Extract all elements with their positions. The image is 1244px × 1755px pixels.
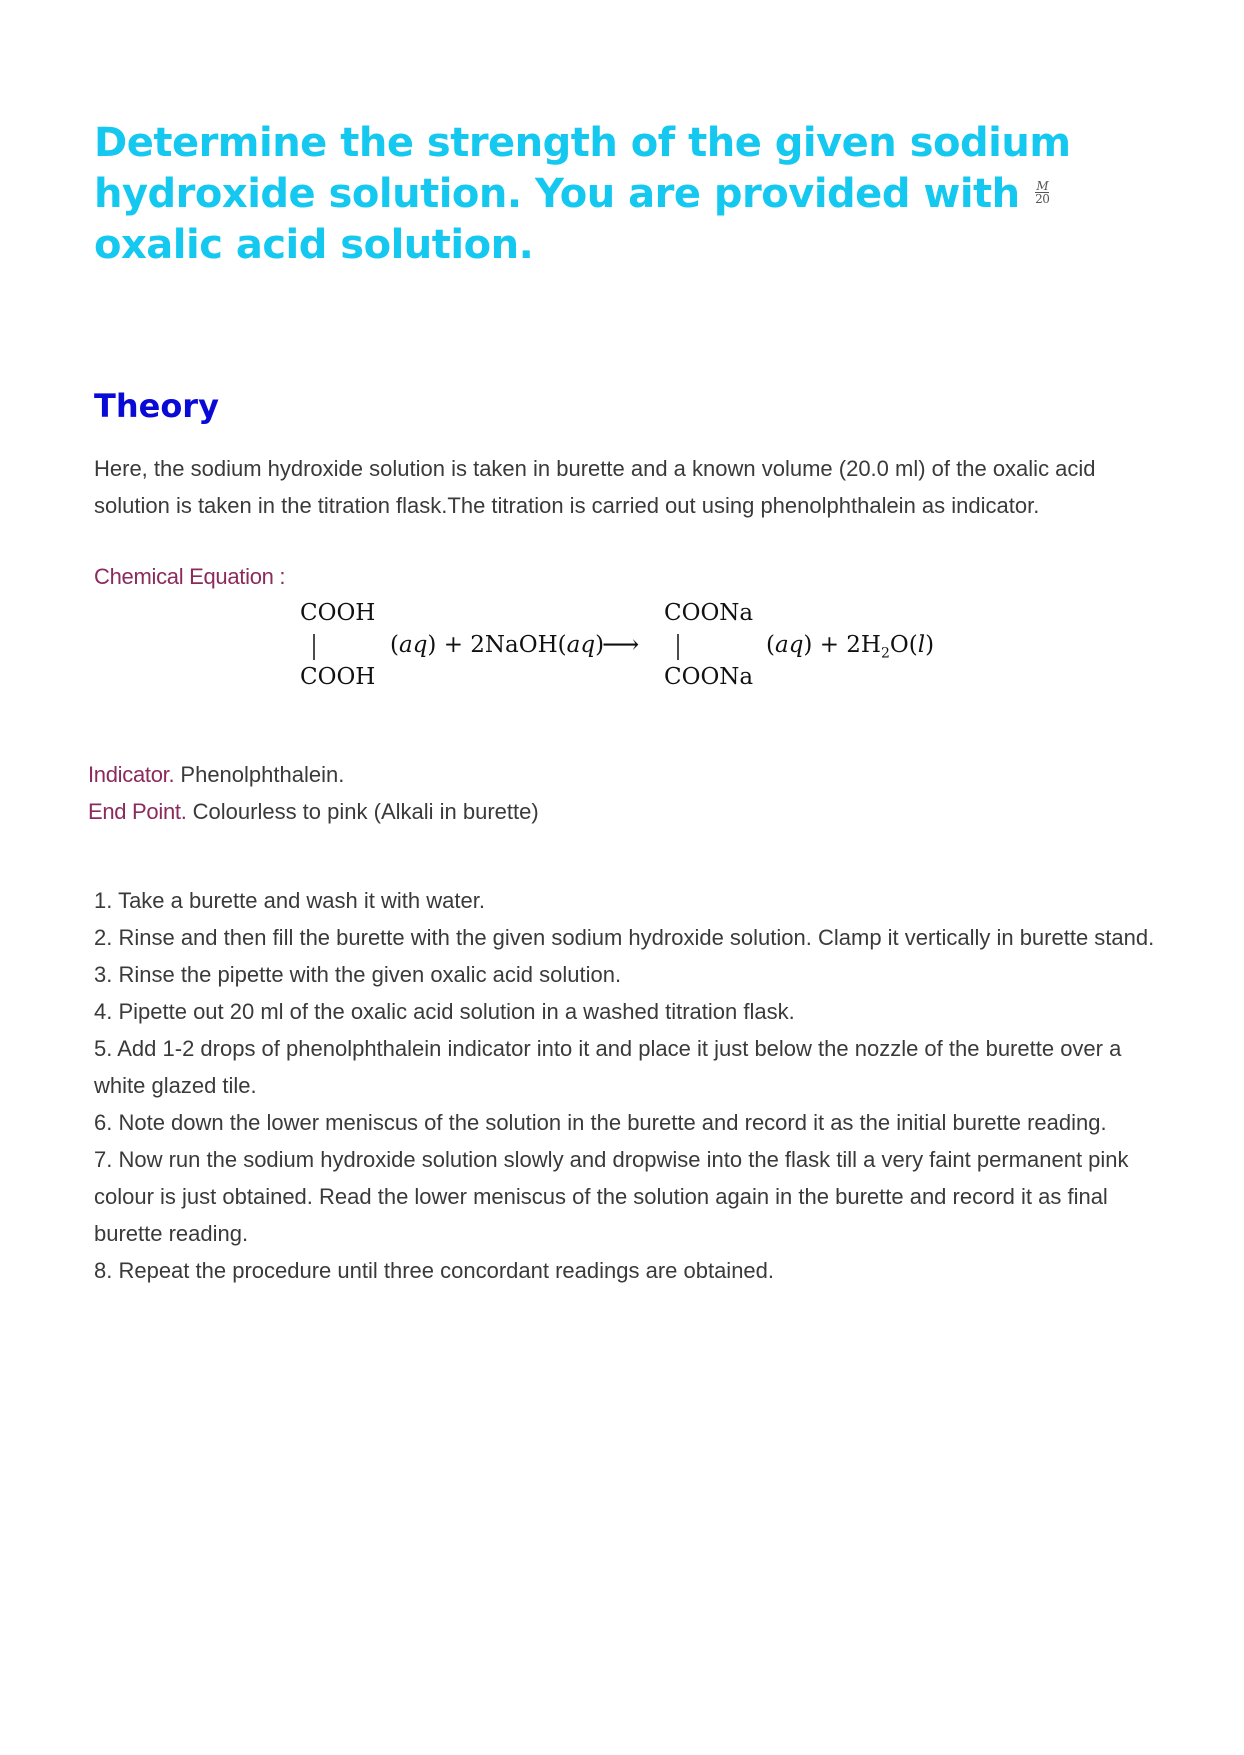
fraction-numerator: M: [1036, 178, 1049, 193]
procedure-step: 1. Take a burette and wash it with water.: [94, 888, 485, 913]
product-bond: [676, 634, 680, 660]
water-rest: O(: [889, 632, 918, 658]
naoh-close: ): [595, 632, 605, 658]
molarity-fraction: [1035, 180, 1049, 205]
procedure-step: 7. Now run the sodium hydroxide solution slowly and dropwise into the flask till a very faint permanent pink colour is just obtained. Read the lower meniscus of the solution again in the burette and record it as final burette reading.: [94, 1147, 1129, 1246]
page-title: [94, 118, 1154, 271]
reaction-left-side: (aq) + 2NaOH(aq): [390, 632, 605, 658]
end-point-label: End Point.: [88, 799, 187, 824]
indicator-label: Indicator.: [88, 762, 175, 787]
end-point-line: [88, 797, 539, 827]
reactant-top: COOH: [300, 600, 376, 626]
reactant-bond: [312, 634, 316, 660]
product-bottom: COONa: [664, 664, 754, 690]
chemical-equation-label: Chemical Equation :: [94, 564, 286, 589]
procedure-step: 5. Add 1-2 drops of phenolphthalein indicator into it and place it just below the nozzle of the burette over a white glazed tile.: [94, 1036, 1122, 1098]
procedure-steps: [94, 882, 1174, 1289]
product-phase: aq: [774, 632, 804, 658]
reaction-arrow: ⟶: [602, 630, 640, 660]
indicator-value: Phenolphthalein.: [180, 762, 345, 787]
reactant-phase: aq: [398, 632, 428, 658]
theory-paragraph: Here, the sodium hydroxide solution is taken in burette and a known volume (20.0 ml) of the oxalic acid solution is taken in the titration flask.The titration is carried out using phenolphthalein as indicator.: [94, 456, 1096, 518]
naoh-phase: aq: [566, 632, 596, 658]
reaction-right-side: $(aq) + 2H_2O(l)$: [766, 632, 935, 662]
theory-heading: Theory: [94, 387, 219, 425]
water-subscript: 2: [880, 645, 890, 662]
end-point-value: Colourless to pink (Alkali in burette): [192, 799, 539, 824]
procedure-step: 6. Note down the lower meniscus of the solution in the burette and record it as the initial burette reading.: [94, 1110, 1107, 1135]
water-term: ) + 2H: [803, 632, 881, 658]
reactant-bottom: COOH: [300, 664, 376, 690]
procedure-step: 2. Rinse and then fill the burette with the given sodium hydroxide solution. Clamp it vertically in burette stand.: [94, 925, 1155, 950]
water-close: ): [925, 632, 935, 658]
procedure-step: 4. Pipette out 20 ml of the oxalic acid solution in a washed titration flask.: [94, 999, 795, 1024]
title-text-start: Determine the strength of the given sodium hydroxide solution. You are provided with: [94, 120, 1071, 217]
indicator-line: [88, 760, 344, 790]
procedure-step: 3. Rinse the pipette with the given oxalic acid solution.: [94, 962, 622, 987]
naoh-term: ) + 2NaOH(: [427, 632, 567, 658]
procedure-step: 8. Repeat the procedure until three concordant readings are obtained.: [94, 1258, 775, 1283]
product-top: COONa: [664, 600, 754, 626]
fraction-denominator: 20: [1035, 191, 1050, 206]
water-phase: l: [917, 632, 926, 658]
chemical-equation: [300, 600, 960, 710]
title-text-end: oxalic acid solution.: [94, 222, 534, 268]
